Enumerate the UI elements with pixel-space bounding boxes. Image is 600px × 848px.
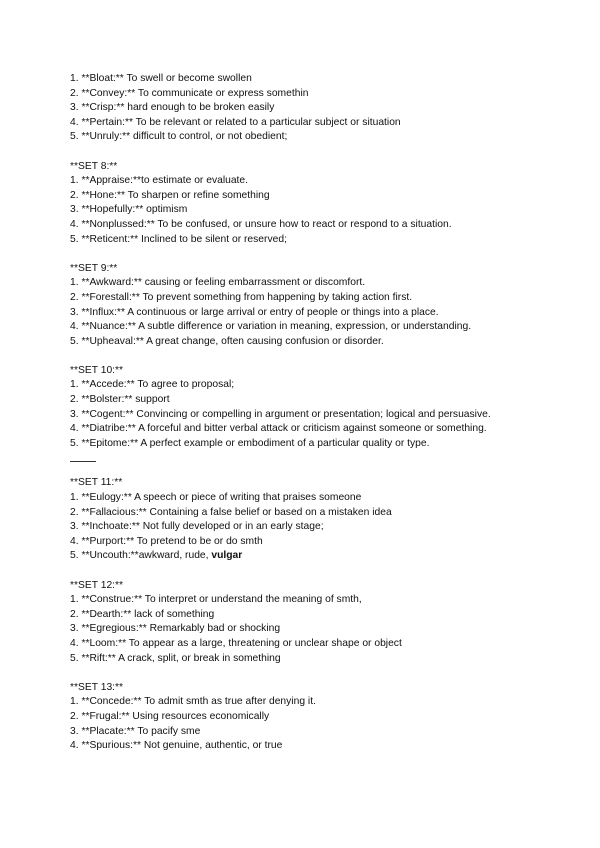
list-item: 1. **Appraise:**to estimate or evaluate. xyxy=(70,175,249,187)
set-12 xyxy=(70,579,570,667)
list-item: 3. **Inchoate:** Not fully developed or in an early stage; xyxy=(70,521,324,533)
set-heading: **SET 13:** xyxy=(70,681,124,693)
list-item: 1. **Construe:** To interpret or understand the meaning of smth, xyxy=(70,594,362,606)
list-item: 4. **Nuance:** A subtle difference or variation in meaning, expression, or understanding. xyxy=(70,321,472,333)
list-item: 3. **Placate:** To pacify sme xyxy=(70,725,201,737)
set-8 xyxy=(70,160,570,248)
list-item: 1. **Awkward:** causing or feeling embarrassment or discomfort. xyxy=(70,277,366,289)
list-item: 4. **Pertain:** To be relevant or related to a particular subject or situation xyxy=(70,116,401,128)
set-heading: **SET 12:** xyxy=(70,579,124,591)
list-item: 1. **Accede:** To agree to proposal; xyxy=(70,379,235,391)
list-item: 2. **Fallacious:** Containing a false belief or based on a mistaken idea xyxy=(70,506,392,518)
list-item: 3. **Hopefully:** optimism xyxy=(70,204,188,216)
list-item: 2. **Forestall:** To prevent something from happening by taking action first. xyxy=(70,291,413,303)
list-item: 3. **Influx:** A continuous or large arrival or entry of people or things into a place. xyxy=(70,306,439,318)
set-heading: **SET 8:** xyxy=(70,160,118,172)
list-item: 5. **Unruly:** difficult to control, or not obedient; xyxy=(70,131,288,143)
list-item: 3. **Crisp:** hard enough to be broken easily xyxy=(70,102,275,114)
list-item: 2. **Convey:** To communicate or express somethin xyxy=(70,87,309,99)
list-item-text: 5. **Uncouth:**awkward, rude, xyxy=(70,550,212,562)
list-item: 1. **Concede:** To admit smth as true after denying it. xyxy=(70,696,316,708)
list-item: 4. **Loom:** To appear as a large, threatening or unclear shape or object xyxy=(70,637,402,649)
bold-word: vulgar xyxy=(211,550,243,562)
list-item: 5. **Rift:** A crack, split, or break in something xyxy=(70,652,281,664)
set-heading: **SET 10:** xyxy=(70,364,124,376)
list-item: 4. **Purport:** To pretend to be or do smth xyxy=(70,535,263,547)
list-item: 5. **Epitome:** A perfect example or embodiment of a particular quality or type. xyxy=(70,437,430,449)
list-item xyxy=(70,549,570,564)
set-heading: **SET 11:** xyxy=(70,477,123,489)
list-item: 3. **Cogent:** Convincing or compelling in argument or presentation; logical and persuasive. xyxy=(70,408,491,420)
list-item: 2. **Frugal:** Using resources economically xyxy=(70,710,270,722)
list-item: 1. **Bloat:** To swell or become swollen xyxy=(70,73,252,84)
list-item: 5. **Reticent:** Inclined to be silent or reserved; xyxy=(70,233,287,245)
list-item: 2. **Hone:** To sharpen or refine something xyxy=(70,189,270,201)
set-13 xyxy=(70,681,570,754)
list-item: 5. **Upheaval:** A great change, often causing confusion or disorder. xyxy=(70,335,384,347)
list-item: 2. **Bolster:** support xyxy=(70,394,170,406)
list-item: 4. **Spurious:** Not genuine, authentic, or true xyxy=(70,740,283,752)
set-11 xyxy=(70,476,570,564)
vocab-list-intro xyxy=(70,72,570,145)
list-item: 3. **Egregious:** Remarkably bad or shocking xyxy=(70,623,281,635)
list-item: 1. **Eulogy:** A speech or piece of writing that praises someone xyxy=(70,492,362,504)
set-heading: **SET 9:** xyxy=(70,262,118,274)
set-10 xyxy=(70,364,570,452)
list-item: 4. **Diatribe:** A forceful and bitter verbal attack or criticism against someone or something. xyxy=(70,423,487,435)
document-content xyxy=(70,72,570,754)
list-item: 4. **Nonplussed:** To be confused, or unsure how to react or respond to a situation. xyxy=(70,218,452,230)
list-item: 2. **Dearth:** lack of something xyxy=(70,608,215,620)
set-9 xyxy=(70,262,570,350)
section-divider xyxy=(70,461,96,462)
